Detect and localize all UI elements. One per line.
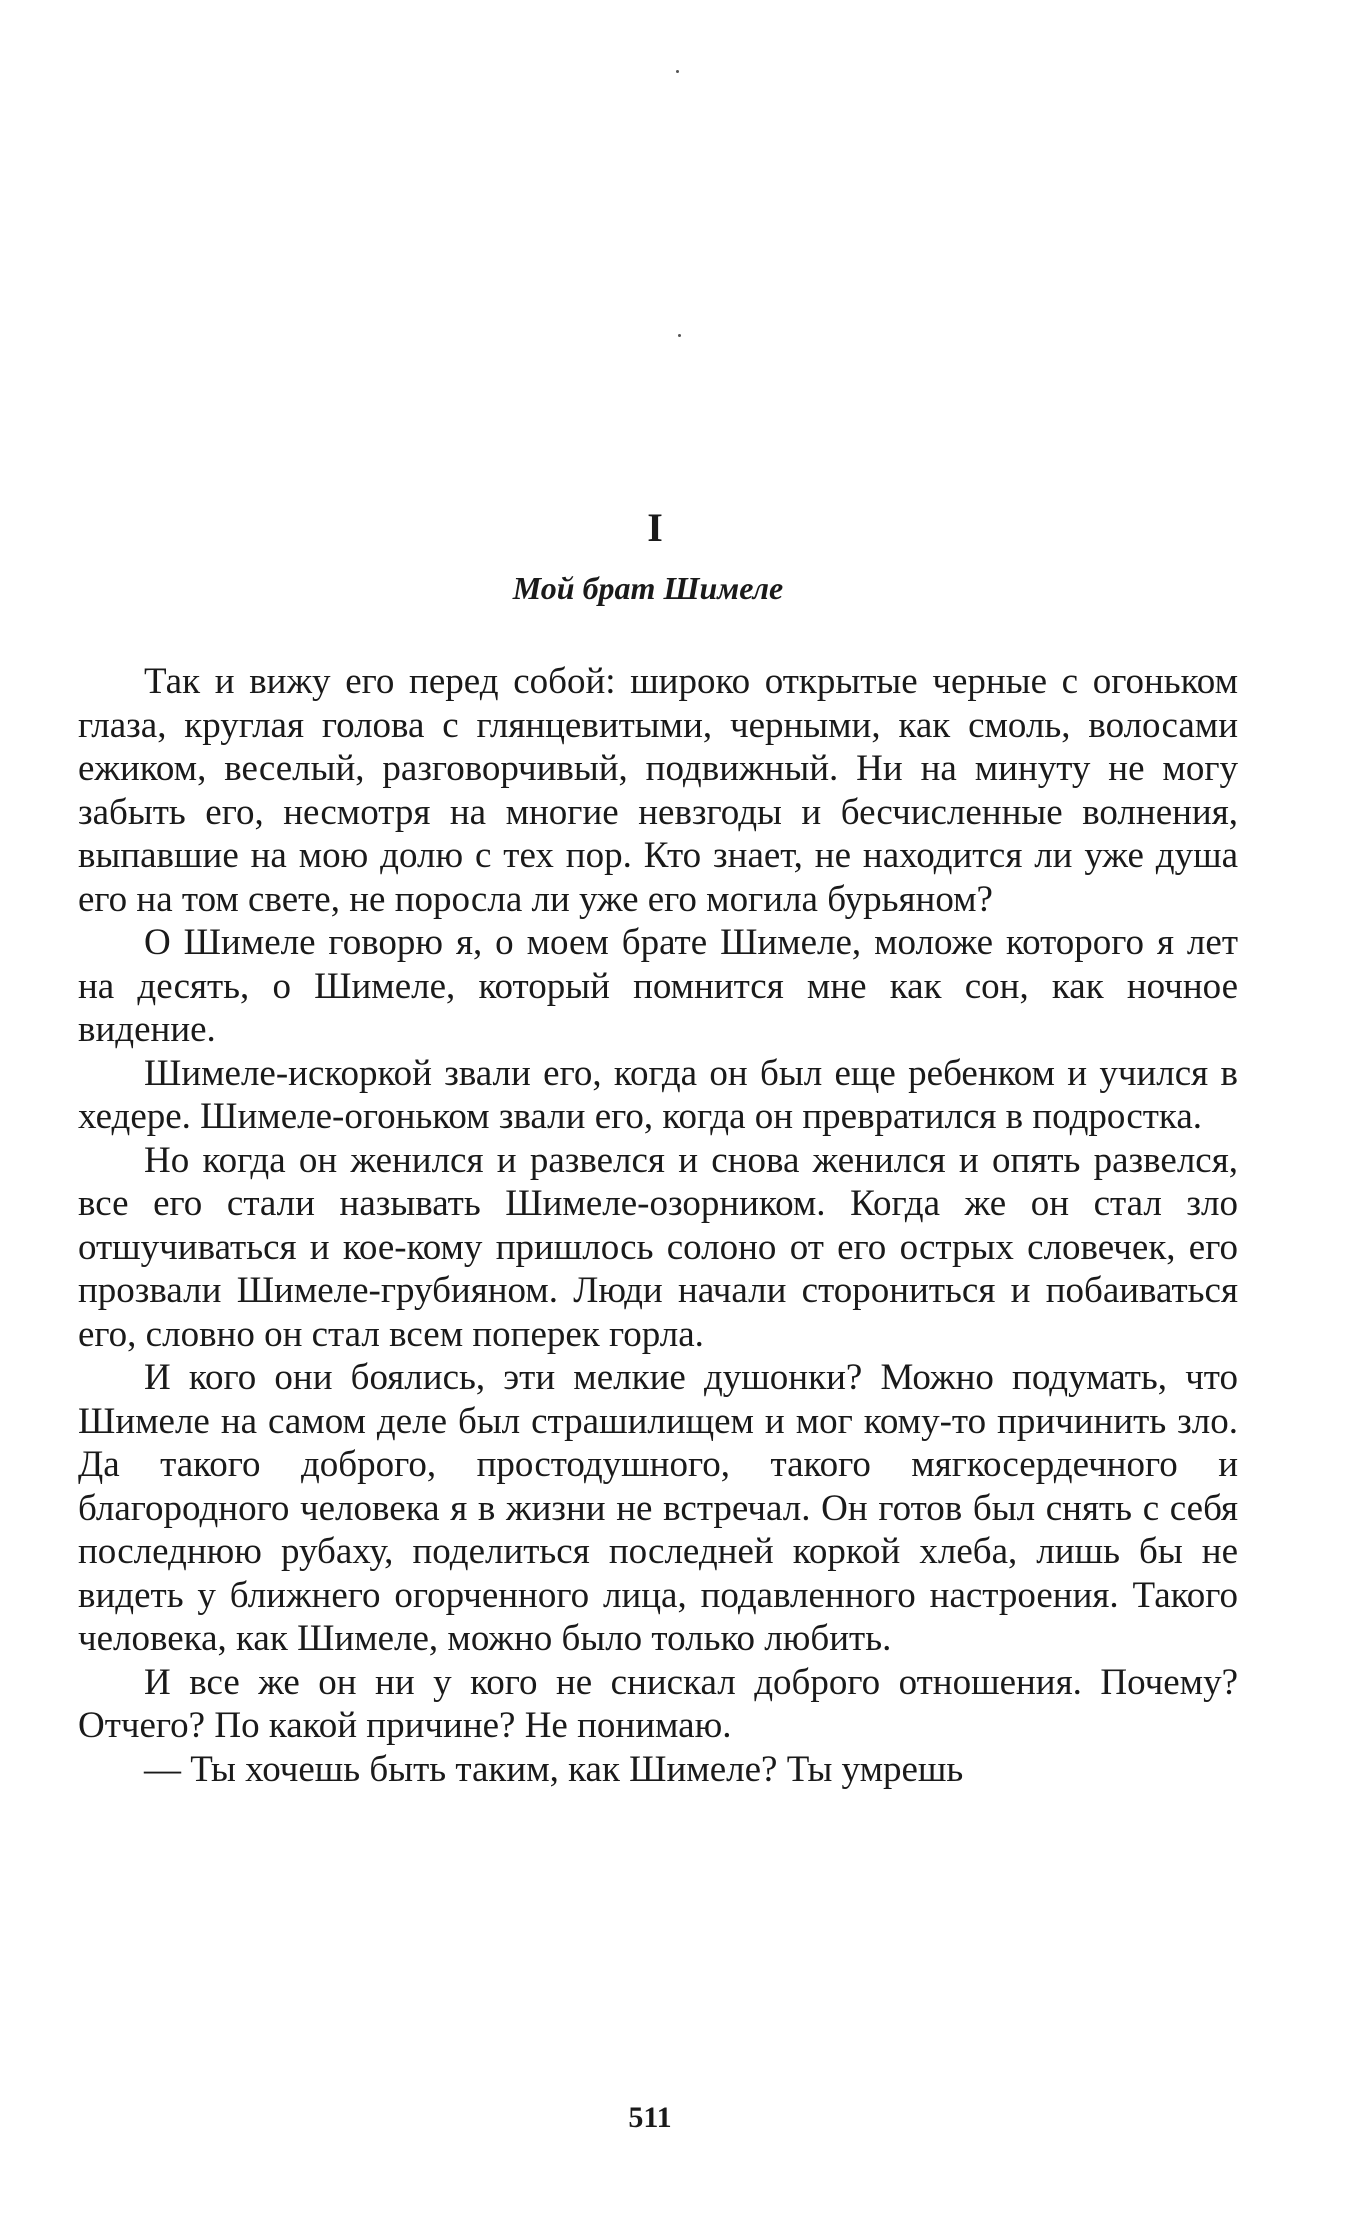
paragraph: — Ты хочешь быть таким, как Шимеле? Ты умрешь: [144, 1748, 964, 1790]
chapter-number: I: [647, 505, 663, 550]
paragraph: Шимеле-искоркой звали его, когда он был еще ребенком и учился в хедере. Шимеле-огоньком звали его, когда он превратился в подростка.: [78, 1052, 1238, 1137]
paragraph: Так и вижу его перед собой: широко открытые черные с огоньком глаза, круглая голова с глянцевитыми, черными, как смоль, волосами ежиком, веселый, разговорчивый, подвижный. Ни на минуту не могу забыть его, несмотря на многие невзгоды и бесчисленные волнения, выпавшие на мою долю с тех пор. Кто знает, не находится ли уже душа его на том свете, не поросла ли уже его могила бурьяном?: [78, 661, 1238, 920]
paragraph: О Шимеле говорю я, о моем брате Шимеле, моложе которого я лет на десять, о Шимеле, который помнится мне как сон, как ночное видение.: [78, 922, 1238, 1050]
paragraph: И все же он ни у кого не снискал доброго отношения. Почему? Отчего? По какой причине? Не понимаю.: [78, 1661, 1238, 1746]
chapter-title: Мой брат Шимеле: [512, 570, 784, 606]
chapter-body: [78, 660, 1238, 1791]
paragraph: И кого они боялись, эти мелкие душонки? Можно подумать, что Шимеле на самом деле был страшилищем и мог кому-то причинить зло. Да такого доброго, простодушного, такого мягкосердечного и благородного человека я в жизни не встречал. Он готов был снять с себя последнюю рубаху, поделиться последней коркой хлеба, лишь бы не видеть у ближнего огорченного лица, подавленного настроения. Такого человека, как Шимеле, можно было только любить.: [78, 1357, 1238, 1659]
page-number: 511: [628, 2101, 672, 2134]
print-speck: [676, 70, 679, 73]
paragraph: Но когда он женился и развелся и снова женился и опять развелся, все его стали называть Шимеле-озорником. Когда же он стал зло отшучиваться и кое-кому пришлось солоно от его острых словечек, его прозвали Шимеле-грубияном. Люди начали сторониться и побаиваться его, словно он стал всем поперек горла.: [78, 1139, 1238, 1355]
print-speck: [678, 334, 681, 337]
